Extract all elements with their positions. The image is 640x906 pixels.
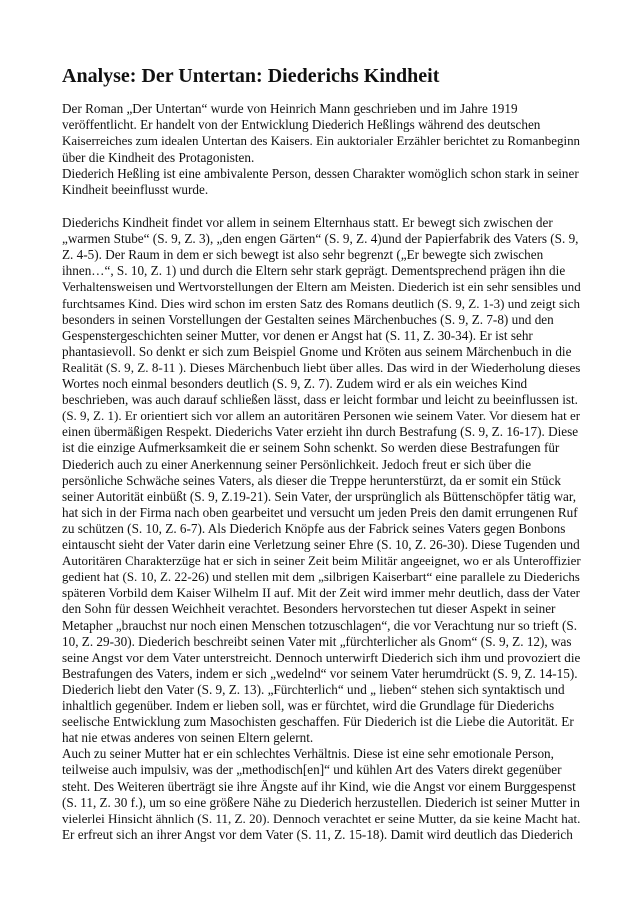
text-line: Diederich Heßling ist eine ambivalente Person, dessen Charakter womöglich schon stark in seiner (62, 165, 579, 181)
text-line: Autoritären Charakterzüge hat er sich in seiner Zeit beim Militär angeeignet, wo er als Unteroffizier (62, 553, 581, 569)
text-line: zu schützen (S. 10, Z. 6-7). Als Diederich Knöpfe aus der Fabrick seines Vaters gegen Bonbons (62, 520, 566, 536)
text-line: den Sohn für dessen Weichheit verachtet. Besonders hervorstechen tut dieser Aspekt in seiner (62, 601, 556, 617)
text-line: seine Angst vor dem Vater unterstreicht. Dennoch unterwirft Diederich sich ihm und provoziert die (62, 649, 581, 665)
text-line: gedient hat (S. 10, Z. 22-26) und stellen mit dem „silbrigen Kaiserbart“ eine parallele zu Diederichs (62, 569, 580, 585)
text-line: phantasievoll. So denkt er sich zum Beispiel Gnome und Kröten aus seinem Märchenbuch in die (62, 343, 572, 359)
document-title: Analyse: Der Untertan: Diederichs Kindheit (62, 65, 440, 87)
text-line: hat sich in der Firma nach oben gearbeitet und versucht um jeden Preis den damit errungenen Ruf (62, 504, 578, 520)
text-line: einen übermäßigen Respekt. Diederichs Vater erzieht ihn durch Bestrafung (S. 9, Z. 16-17). Diese (62, 424, 579, 440)
text-line: Gespenstergeschichten seiner Mutter, vor denen er Angst hat (S. 11, Z. 30-34). Er ist sehr (62, 327, 533, 343)
text-line: Auch zu seiner Mutter hat er ein schlechtes Verhältnis. Diese ist eine sehr emotionale Person, (62, 746, 554, 762)
text-line: teilweise auch impulsiv, was der „methodisch[en]“ und kühlen Art des Vaters direkt gegenüber (62, 762, 562, 778)
text-line: 10, Z. 29-30). Diederich beschreibt seinen Vater mit „fürchterlicher als Gnom“ (S. 9, Z. 12), was (62, 633, 572, 649)
text-line: „warmen Stube“ (S. 9, Z. 3), „den engen Gärten“ (S. 9, Z. 4)und der Papierfabrik des Vaters (S. 9, (62, 231, 579, 247)
text-line: persönliche Schwäche seines Vaters, als dieser die Treppe herunterstürzt, da er somit ein Stück (62, 472, 561, 488)
text-line: beschrieben, was auch darauf schließen lässt, dass er leicht formbar und leicht zu beeinflussen ist. (62, 392, 578, 408)
text-line: Kindheit beeinflusst wurde. (62, 182, 209, 197)
text-line: ihnen…“, S. 10, Z. 1) und durch die Eltern sehr stark geprägt. Dementsprechend prägen ihn die (62, 263, 566, 279)
text-line: Er erfreut sich an ihrer Angst vor dem Vater (S. 11, Z. 15-18). Damit wird deutlich das Diederich (62, 826, 573, 842)
text-line: Metapher „brauchst nur noch einen Menschen totzuschlagen“, die vor Verachtung nur so trieft (S. (62, 617, 577, 633)
text-line: seiner Autorität einbüßt (S. 9, Z.19-21). Sein Vater, der ursprünglich als Büttenschöpfer tätig war, (62, 488, 576, 504)
text-line: Diederichs Kindheit findet vor allem in seinem Elternhaus statt. Er bewegt sich zwischen der (62, 215, 553, 230)
text-line: über die Kindheit des Protagonisten. (62, 149, 255, 165)
text-line: ist die einzige Aufmerksamkeit die er seinem Sohn schenkt. So werden diese Bestrafungen für (62, 440, 560, 456)
text-line: (S. 9, Z. 1). Er orientiert sich vor allem an autoritären Personen wie seinem Vater. Vor diesem hat er (62, 408, 581, 424)
text-line: späteren Vorbild dem Kaiser Wilhelm II auf. Mit der Zeit wird immer mehr deutlich, dass der Vater (62, 585, 580, 601)
text-line: Diederich liebt den Vater (S. 9, Z. 13). „Fürchterlich“ und „ lieben“ stehen sich syntaktisch und (62, 681, 565, 697)
text-line: eintauscht sieht der Vater darin eine Verletzung seiner Ehre (S. 10, Z. 26-30). Diese Tugenden und (62, 537, 580, 552)
text-line: Verhaltensweisen und Wertvorstellungen der Eltern am Meisten. Diederich ist ein sehr sensibles und (62, 279, 581, 295)
text-line: steht. Des Weiteren überträgt sie ihre Ängste auf ihr Kind, wie die Angst vor einem Burggespenst (62, 778, 576, 794)
text-line: seelische Entwicklung zum Masochisten geschaffen. Für Diederich ist die Liebe die Autorität. Er (62, 714, 574, 730)
text-line: inhaltlich gegenüber. Indem er lieben soll, was er fürchtet, wird die Grundlage für Diederichs (62, 698, 555, 713)
text-line: Diederich auch zu einer Anerkennung seiner Persönlichkeit. Jedoch freut er sich über die (62, 456, 532, 472)
text-line: besonders in seinen Vorstellungen der Gestalten seines Märchenbuches (S. 9, Z. 7-8) und den (62, 311, 554, 327)
text-line: Der Roman „Der Untertan“ wurde von Heinrich Mann geschrieben und im Jahre 1919 (62, 101, 518, 116)
text-line: Bestrafungen des Vaters, indem er sich „wedelnd“ vor seinem Vater herumdrückt (S. 9, Z. 14-15). (62, 665, 578, 681)
text-line: hat nie etwas anderes von seinen Eltern gelernt. (62, 730, 314, 746)
text-line: veröffentlicht. Er handelt von der Entwicklung Diederich Heßlings während des deutschen (62, 117, 541, 133)
text-line: vielerlei Hinsicht ähnlich (S. 11, Z. 20). Dennoch verachtet er seine Mutter, da sie keine Macht hat. (62, 810, 581, 826)
text-line: (S. 11, Z. 30 f.), um so eine größere Nähe zu Diederich herzustellen. Diederich ist seiner Mutter in (62, 794, 580, 810)
text-line: Kaiserreiches zum idealen Untertan des Kaisers. Ein auktorialer Erzähler berichtet zu Romanbeginn (62, 133, 581, 149)
text-line: Wortes noch einmal besonders deutlich (S. 9, Z. 7). Zudem wird er als ein weiches Kind (62, 376, 528, 391)
text-line: furchtsames Kind. Dies wird schon im ersten Satz des Romans deutlich (S. 9, Z. 1-3) und zeigt sich (62, 295, 580, 311)
text-line: Z. 4-5). Der Raum in dem er sich bewegt ist also sehr begrenzt („Er bewegte sich zwischen (62, 247, 544, 263)
text-line: Realität (S. 9, Z. 8-11 ). Dieses Märchenbuch liebt über alles. Das wird in der Wiederholung dieses (62, 359, 581, 375)
